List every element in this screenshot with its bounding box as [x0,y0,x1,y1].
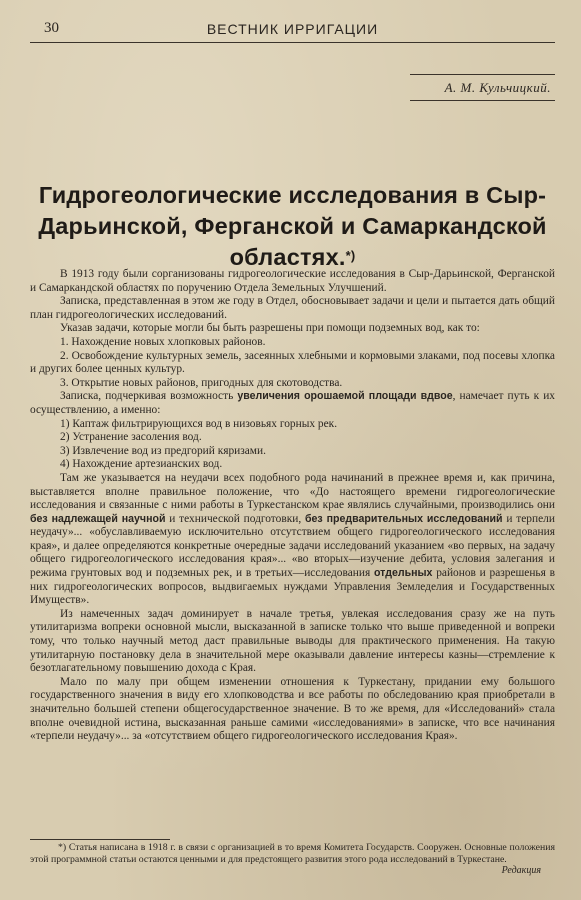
emphasis-text: отдельных [373,567,433,580]
emphasis-text: без предварительных исследований [305,512,503,525]
author-name: А. М. Кульчицкий. [444,80,551,95]
list-item: 1) Каптаж фильтрирующихся вод в низовьях горных рек. [60,417,338,430]
list-item: 2. Освобождение культурных земель, засеянных хлебными и кормовыми злаками, под посевы хлопка и других более ценных культур. [30,349,555,376]
paragraph-3: Указав задачи, которые могли бы быть разрешены при помощи подземных вод, как то: [60,322,480,335]
footnote-text: *) Статья написана в 1918 г. в связи с организацией в то время Комитета Государств. Сооружен. Основные положения этой программной статьи остаются ценными и для предстоящего развития этого рода исследований в Туркестане. [30,842,555,865]
article-title [30,180,555,273]
article-body [30,268,555,744]
author-rule-top [410,74,555,75]
emphasis-text: увеличения орошаемой площади вдвое [237,390,453,403]
list-item: 4) Нахождение артезианских вод. [60,458,223,471]
page-number: 30 [44,20,59,36]
author-rule-bottom [410,100,555,101]
journal-title: ВЕСТНИК ИРРИГАЦИИ [206,21,379,37]
list-item: 2) Устранение засоления вод. [60,431,202,444]
list-item: 3. Открытие новых районов, пригодных для скотоводства. [60,376,343,389]
paragraph-5-text: районов и разрешенья в них гидрогеологических вопросов, выдвигаемых нуждами Управления Земледелия и Государственных Имуществ». [30,567,555,607]
list-item: 1. Нахождение новых хлопковых районов. [60,335,266,348]
paragraph-4-text: Записка, подчеркивая возможность [60,390,234,403]
footnote-signature: Редакция [501,865,541,876]
paragraph-6: Из намеченных задач доминирует в начале третья, увлекая исследования сразу же на путь утилитаризма вопреки основной мысли, высказанной в записке только что выше приведенной и вопреки тому, что только научный метод даст правильные выводы для практического применения. На такую утилитарную постановку дела в значительной мере оказывали давление интересы казны—стремление к безотлагательному повышению дохода с Края. [30,607,555,675]
paragraph-5-text: и терпели неудачу»... «обуславливаемую исключительно отсутствием общего гидрогеологического исследования края», и далее определяются конкретные очередные задачи исследований указанием «во первых, на задачу общего гидрогеологического исследования края»... «во вторых—изучение дебита, условия залегания и режима грунтовых вод и подземных рек, и в третьих—исследования [30,512,555,580]
footnote-marker: *) [345,248,356,263]
paragraph-4 [30,390,555,417]
paragraph-5 [30,472,555,608]
footnote [30,842,555,866]
list-item: 3) Извлечение вод из предгорий кяризами. [60,444,266,457]
paragraph-1: В 1913 году были сорганизованы гидрогеологические исследования в Сыр-Дарьинской, Ферганской и Самаркандской областях по поручению Отдела Земельных Улучшений. [30,268,555,294]
paragraph-2: Записка, представленная в этом же году в Отдел, обосновывает задачи и цели и пытается дать общий план гидрогеологических исследований. [30,295,555,321]
article-title-text: Гидрогеологические исследования в Сыр-Дарьинской, Ферганской и Самаркандской областях. [38,182,547,270]
running-header [30,18,555,43]
emphasis-text: без надлежащей научной [30,512,166,525]
footnote-rule [30,839,170,840]
paragraph-4-text-end: , намечает путь к их осуществлению, а именно: [30,390,555,416]
paragraph-5-text: Там же указывается на неудачи всех подобного рода начинаний в прежнее время и, как причина, выставляется вполне правильное положение, что «До настоящего времени гидрогеологические исследования и связанные с ними работы в Туркестанском крае являлись случайными, производились они [30,471,555,512]
paragraph-5-text: и технической подготовки, [169,512,302,525]
paragraph-7: Мало по малу при общем изменении отношения к Туркестану, придании ему большого государственного значения в виду его хлопководства и все работы по обследованию края приобретали в значительно большей степени общегосударственное значение. В то же время, для «Исследований» стала вполне очевидной истина, высказанная раньше самими «исследованиями» в записке, что все начинания «терпели неудачу»... за «отсутствием общего гидрогеологического исследования Края». [30,675,555,743]
